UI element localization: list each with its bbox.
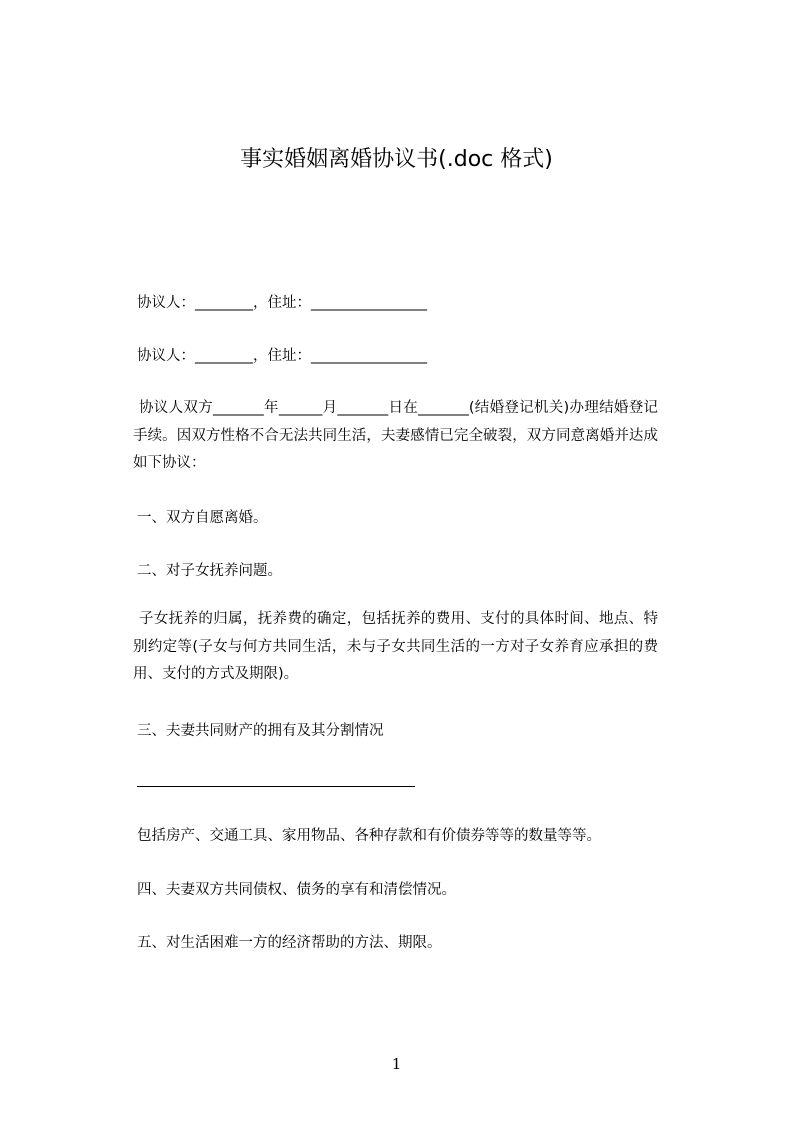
section-4-heading: 四、夫妻双方共同债权、债务的享有和清偿情况。 <box>137 882 456 898</box>
party-line-2: 协议人：________，住址：________________ <box>137 348 427 364</box>
section-3-body: 包括房产、交通工具、家用物品、各种存款和有价债券等等的数量等等。 <box>137 828 601 844</box>
section-1-heading: 一、双方自愿离婚。 <box>137 510 268 526</box>
party-line-1: 协议人：________，住址：________________ <box>137 295 427 311</box>
section-2-heading: 二、对子女抚养问题。 <box>137 563 282 579</box>
section-5-heading: 五、对生活困难一方的经济帮助的方法、期限。 <box>137 935 442 951</box>
section-3-heading: 三、夫妻共同财产的拥有及其分割情况 <box>137 723 384 739</box>
intro-paragraph: 协议人双方_______年______月_______日在_______(结婚登记机关)办理结婚登记手续。因双方性格不合无法共同生活，夫妻感情已完全破裂，双方同意离婚并达成如下协议： <box>133 400 658 471</box>
section-2-body: 子女抚养的归属，抚养费的确定，包括抚养的费用、支付的具体时间、地点、特别约定等(子女与何方共同生活，未与子女共同生活的一方对子女养育应承担的费用、支付的方式及期限)。 <box>133 611 658 682</box>
blank-fill-line <box>137 786 415 787</box>
document-title: 事实婚姻离婚协议书(.doc 格式) <box>240 147 553 172</box>
page-number: 1 <box>391 1055 402 1073</box>
